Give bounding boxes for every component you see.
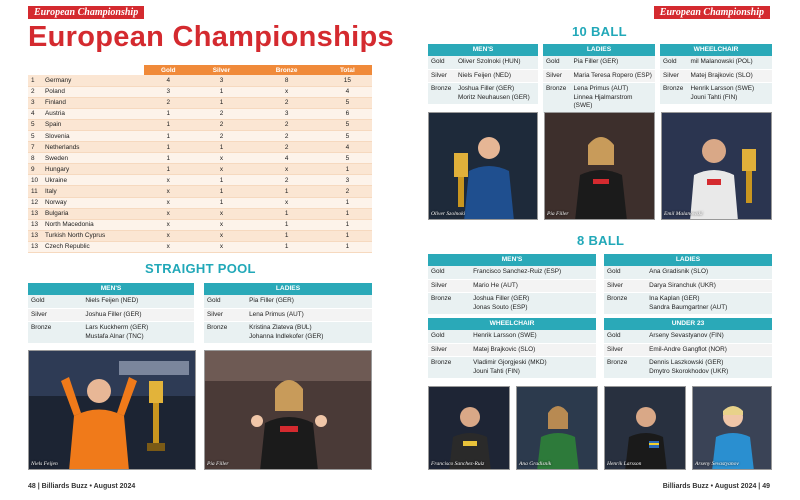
result-row	[428, 83, 538, 105]
total-cell: 5	[323, 130, 372, 141]
medal-label: Silver	[207, 310, 223, 318]
result-row	[660, 56, 772, 70]
bronze-cell: 1	[251, 230, 323, 241]
bronze-cell: 1	[251, 219, 323, 230]
rank-cell: 1	[28, 75, 42, 86]
silver-cell: 2	[193, 119, 251, 130]
player-name: Henrik Larsson (SWE)	[690, 85, 755, 92]
total-cell: 6	[323, 108, 372, 119]
result-row	[28, 322, 194, 344]
total-cell: 4	[323, 86, 372, 97]
result-row	[543, 56, 655, 70]
player-name: Ana Gradisnik (SLO)	[649, 268, 709, 275]
photo-oliver-szolnoki	[428, 112, 538, 220]
player-name: Pia Filler (GER)	[573, 58, 619, 65]
result-row	[604, 344, 772, 358]
medal-label: Silver	[663, 71, 679, 79]
player-names	[473, 295, 593, 312]
player-name: Darya Siranchuk (UKR)	[649, 281, 716, 289]
gold-cell: x	[144, 241, 193, 252]
player-names	[574, 72, 652, 81]
medal-label: Silver	[431, 281, 447, 289]
result-row	[204, 309, 372, 323]
player-photo	[545, 113, 655, 220]
total-cell: 3	[323, 175, 372, 186]
player-name: Lars Kuckherm (GER)	[85, 324, 149, 331]
player-names	[85, 324, 191, 341]
result-row	[428, 70, 538, 84]
result-row	[204, 295, 372, 309]
country-cell: Hungary	[42, 164, 144, 175]
result-row	[604, 357, 772, 379]
photo-caption: Pia Filler	[207, 461, 229, 467]
medal-label: Bronze	[607, 295, 628, 302]
photo-henrik-larsson	[604, 386, 686, 470]
gold-cell: 4	[144, 75, 193, 86]
bronze-cell: x	[251, 197, 323, 208]
silver-cell: 1	[193, 186, 251, 197]
table-header: MEN'S	[428, 254, 596, 266]
result-row	[428, 266, 596, 280]
table-row	[28, 197, 372, 208]
silver-cell: 1	[193, 142, 251, 153]
result-row	[428, 357, 596, 379]
page-footer: Billiards Buzz • August 2024 | 49	[662, 483, 770, 490]
result-row	[428, 293, 596, 315]
medal-label: Bronze	[431, 359, 452, 366]
player-photo	[429, 113, 538, 220]
medal-label: Silver	[31, 310, 47, 318]
rank-cell: 13	[28, 230, 42, 241]
photo-pia-filler-10ball	[544, 112, 655, 220]
player-names	[691, 72, 769, 81]
bronze-cell: 2	[251, 142, 323, 153]
player-names	[574, 85, 652, 111]
country-cell: North Macedonia	[42, 219, 144, 230]
column-gold: Gold	[144, 65, 193, 75]
bronze-cell: 2	[251, 119, 323, 130]
result-row	[543, 83, 655, 114]
photo-caption: Arseny Sevastyanov	[695, 461, 739, 467]
result-row	[28, 309, 194, 323]
silver-cell: 1	[193, 97, 251, 108]
medal-label: Bronze	[431, 85, 452, 92]
medal-label: Bronze	[431, 295, 452, 302]
gold-cell: x	[144, 230, 193, 241]
player-photo	[605, 387, 686, 470]
silver-cell: 2	[193, 108, 251, 119]
player-names	[85, 311, 191, 320]
result-row	[604, 293, 772, 315]
medal-table	[28, 65, 372, 253]
player-names	[691, 85, 769, 102]
eight-ball-ladies	[604, 254, 772, 315]
medal-label: Gold	[607, 268, 621, 275]
rank-cell: 11	[28, 186, 42, 197]
ten-ball-wheelchair	[660, 44, 772, 105]
straight-pool-title: STRAIGHT POOL	[145, 261, 256, 276]
result-row	[428, 56, 538, 70]
player-name: Emil-Andre Gangflot (NOR)	[649, 345, 727, 353]
result-row	[660, 83, 772, 105]
player-name: Kristina Zlateva (BUL)	[249, 324, 312, 331]
table-row	[28, 208, 372, 219]
player-photo	[29, 351, 196, 470]
bronze-cell: 1	[251, 208, 323, 219]
player-photo	[429, 387, 510, 470]
player-names	[649, 332, 769, 341]
silver-cell: x	[193, 241, 251, 252]
bronze-cell: 2	[251, 97, 323, 108]
total-cell: 1	[323, 230, 372, 241]
ten-ball-mens	[428, 44, 538, 105]
total-cell: 1	[323, 241, 372, 252]
result-row	[428, 280, 596, 294]
medal-label: Gold	[431, 58, 445, 65]
player-name: Dennis Laszkowski (GER)	[649, 359, 724, 366]
player-name: Maria Teresa Ropero (ESP)	[573, 71, 652, 79]
gold-cell: 1	[144, 130, 193, 141]
table-row	[28, 119, 372, 130]
table-row	[28, 164, 372, 175]
eight-ball-title: 8 BALL	[577, 233, 625, 248]
country-cell: Sweden	[42, 153, 144, 164]
player-name: Sandra Baumgartner (AUT)	[649, 303, 728, 311]
ten-ball-ladies	[543, 44, 655, 114]
photo-emil-malanowski	[661, 112, 772, 220]
player-names	[649, 359, 769, 376]
silver-cell: x	[193, 164, 251, 175]
player-names	[458, 72, 535, 81]
player-name: Mustafa Alnar (TNC)	[85, 332, 144, 340]
section-tag: European Championship	[28, 6, 144, 19]
country-cell: Czech Republic	[42, 241, 144, 252]
table-row	[28, 142, 372, 153]
medal-label: Gold	[607, 332, 621, 339]
total-cell: 1	[323, 197, 372, 208]
country-cell: Bulgaria	[42, 208, 144, 219]
player-names	[458, 58, 535, 67]
total-cell: 5	[323, 153, 372, 164]
silver-cell: x	[193, 219, 251, 230]
rank-cell: 13	[28, 219, 42, 230]
table-row	[28, 219, 372, 230]
player-name: Pia Filler (GER)	[249, 297, 294, 304]
player-names	[249, 324, 369, 341]
player-names	[473, 359, 593, 376]
bronze-cell: x	[251, 86, 323, 97]
column-silver: Silver	[193, 65, 251, 75]
silver-cell: 1	[193, 175, 251, 186]
bronze-cell: 8	[251, 75, 323, 86]
result-row	[604, 330, 772, 344]
table-header: LADIES	[543, 44, 655, 56]
result-row	[660, 70, 772, 84]
result-row	[604, 266, 772, 280]
page-title: European Championships	[28, 21, 394, 53]
eight-ball-wheelchair	[428, 318, 596, 379]
player-names	[85, 297, 191, 306]
player-names	[473, 346, 593, 355]
column-bronze: Bronze	[251, 65, 323, 75]
table-header: LADIES	[204, 283, 372, 295]
straight-pool-ladies	[204, 283, 372, 344]
medal-label: Silver	[607, 345, 623, 353]
table-header: MEN'S	[428, 44, 538, 56]
table-row	[28, 108, 372, 119]
player-name: Joshua Filler (GER)	[458, 85, 515, 92]
gold-cell: 1	[144, 108, 193, 119]
eight-ball-under23	[604, 318, 772, 379]
player-names	[574, 58, 652, 67]
medal-label: Bronze	[663, 85, 684, 92]
player-names	[473, 332, 593, 341]
total-cell: 2	[323, 186, 372, 197]
player-name: Francisco Sanchez-Ruiz (ESP)	[473, 268, 562, 275]
silver-cell: 2	[193, 130, 251, 141]
bronze-cell: 4	[251, 153, 323, 164]
player-name: Johanna Indlekofer (GER)	[249, 332, 324, 340]
table-row	[28, 241, 372, 252]
rank-cell: 12	[28, 197, 42, 208]
gold-cell: 3	[144, 86, 193, 97]
result-row	[543, 70, 655, 84]
straight-pool-mens	[28, 283, 194, 344]
medal-label: Bronze	[207, 324, 228, 331]
player-name: Henrik Larsson (SWE)	[473, 332, 537, 339]
player-names	[649, 282, 769, 291]
player-name: Lena Primus (AUT)	[573, 85, 629, 92]
silver-cell: x	[193, 153, 251, 164]
rank-cell: 7	[28, 142, 42, 153]
player-name: Matej Brajkovic (SLO)	[473, 345, 536, 353]
bronze-cell: 3	[251, 108, 323, 119]
player-name: Ina Kaplan (GER)	[649, 295, 700, 302]
player-names	[249, 297, 369, 306]
medal-label: Bronze	[607, 359, 628, 366]
ten-ball-title: 10 BALL	[572, 24, 627, 39]
player-name: Jouni Tahti (FIN)	[473, 367, 520, 375]
player-name: Niels Feijen (NED)	[458, 71, 511, 79]
player-name: Joshua Filler (GER)	[85, 310, 142, 318]
country-cell: Finland	[42, 97, 144, 108]
player-name: Linnea Hjalmarstrom (SWE)	[573, 93, 633, 109]
bronze-cell: 1	[251, 241, 323, 252]
gold-cell: x	[144, 175, 193, 186]
player-name: Niels Feijen (NED)	[85, 297, 139, 304]
country-cell: Ukraine	[42, 175, 144, 186]
photo-caption: Henrik Larsson	[607, 461, 642, 467]
gold-cell: 1	[144, 142, 193, 153]
result-row	[604, 280, 772, 294]
rank-cell: 5	[28, 130, 42, 141]
country-cell: Turkish North Cyprus	[42, 230, 144, 241]
photo-ana-gradisnik	[516, 386, 598, 470]
rank-cell: 4	[28, 108, 42, 119]
medal-table-body	[28, 75, 372, 253]
column-total: Total	[323, 65, 372, 75]
table-row	[28, 75, 372, 86]
photo-niels-feijen	[28, 350, 196, 470]
silver-cell: 1	[193, 197, 251, 208]
medal-label: Gold	[31, 297, 45, 304]
result-row	[428, 330, 596, 344]
medal-label: Gold	[546, 58, 560, 65]
medal-label: Bronze	[31, 324, 52, 331]
total-cell: 5	[323, 97, 372, 108]
right-page	[400, 0, 800, 500]
photo-francisco-sanchez-ruiz	[428, 386, 510, 470]
player-name: Moritz Neuhausen (GER)	[458, 93, 530, 101]
player-names	[691, 58, 769, 67]
table-row	[28, 186, 372, 197]
table-row	[28, 175, 372, 186]
bronze-cell: 2	[251, 130, 323, 141]
table-header: UNDER 23	[604, 318, 772, 330]
result-row	[428, 344, 596, 358]
gold-cell: 1	[144, 119, 193, 130]
country-cell: Italy	[42, 186, 144, 197]
total-cell: 5	[323, 119, 372, 130]
player-name: Lena Primus (AUT)	[249, 310, 304, 318]
table-header: WHEELCHAIR	[660, 44, 772, 56]
table-row	[28, 153, 372, 164]
player-name: Jonas Souto (ESP)	[473, 303, 528, 311]
rank-cell: 2	[28, 86, 42, 97]
gold-cell: 2	[144, 97, 193, 108]
player-name: Jouni Tahti (FIN)	[690, 93, 738, 101]
player-names	[649, 295, 769, 312]
country-cell: Slovenia	[42, 130, 144, 141]
player-names	[649, 268, 769, 277]
total-cell: 4	[323, 142, 372, 153]
medal-label: Silver	[546, 71, 562, 79]
result-row	[204, 322, 372, 344]
photo-caption: Niels Feijen	[31, 461, 58, 467]
medal-label: Silver	[431, 345, 447, 353]
player-names	[473, 282, 593, 291]
rank-cell: 13	[28, 241, 42, 252]
player-name: mil Malanowski (POL)	[690, 58, 753, 65]
country-cell: Norway	[42, 197, 144, 208]
result-row	[28, 295, 194, 309]
player-photo	[693, 387, 772, 470]
silver-cell: x	[193, 230, 251, 241]
table-header: WHEELCHAIR	[428, 318, 596, 330]
photo-caption: Ana Gradisnik	[519, 461, 552, 467]
player-names	[249, 311, 369, 320]
player-name: Joshua Filler (GER)	[473, 295, 530, 302]
gold-cell: x	[144, 208, 193, 219]
table-header: MEN'S	[28, 283, 194, 295]
table-row	[28, 130, 372, 141]
photo-pia-filler	[204, 350, 372, 470]
photo-caption: Pia Filler	[547, 211, 569, 217]
photo-caption: Francisco Sanchez-Ruiz	[431, 461, 485, 467]
page-footer: 48 | Billiards Buzz • August 2024	[28, 483, 136, 490]
photo-arseny-sevastyanov	[692, 386, 772, 470]
gold-cell: x	[144, 186, 193, 197]
bronze-cell: 1	[251, 186, 323, 197]
gold-cell: 1	[144, 164, 193, 175]
bronze-cell: x	[251, 164, 323, 175]
player-name: Mario He (AUT)	[473, 281, 518, 289]
total-cell: 1	[323, 164, 372, 175]
table-header: LADIES	[604, 254, 772, 266]
medal-label: Gold	[663, 58, 677, 65]
silver-cell: 1	[193, 86, 251, 97]
medal-label: Silver	[431, 71, 447, 79]
rank-cell: 5	[28, 119, 42, 130]
player-name: Dmytro Skorokhodov (UKR)	[649, 367, 729, 375]
player-photo	[205, 351, 372, 470]
eight-ball-mens	[428, 254, 596, 315]
table-row	[28, 230, 372, 241]
medal-label: Silver	[607, 281, 623, 289]
gold-cell: x	[144, 219, 193, 230]
photo-caption: Emil Malanowski	[664, 211, 703, 217]
rank-cell: 13	[28, 208, 42, 219]
medal-label: Gold	[207, 297, 221, 304]
country-cell: Poland	[42, 86, 144, 97]
country-cell: Germany	[42, 75, 144, 86]
player-photo	[662, 113, 772, 220]
gold-cell: 1	[144, 153, 193, 164]
player-names	[473, 268, 593, 277]
rank-cell: 8	[28, 153, 42, 164]
player-name: Vladimir Gjorgjeski (MKD)	[473, 359, 547, 366]
total-cell: 1	[323, 208, 372, 219]
medal-label: Gold	[431, 332, 445, 339]
bronze-cell: 2	[251, 175, 323, 186]
silver-cell: 3	[193, 75, 251, 86]
medal-label: Bronze	[546, 85, 567, 92]
player-name: Matej Brajkovic (SLO)	[690, 71, 753, 79]
player-names	[649, 346, 769, 355]
country-cell: Netherlands	[42, 142, 144, 153]
photo-caption: Oliver Szolnoki	[431, 211, 466, 217]
player-name: Oliver Szolnoki (HUN)	[458, 58, 521, 65]
player-name: Arseny Sevastyanov (FIN)	[649, 332, 724, 339]
player-photo	[517, 387, 598, 470]
section-tag: European Championship	[654, 6, 770, 19]
rank-cell: 3	[28, 97, 42, 108]
table-row	[28, 86, 372, 97]
medal-label: Gold	[431, 268, 445, 275]
total-cell: 1	[323, 219, 372, 230]
country-cell: Spain	[42, 119, 144, 130]
silver-cell: x	[193, 208, 251, 219]
total-cell: 15	[323, 75, 372, 86]
rank-cell: 10	[28, 175, 42, 186]
rank-cell: 9	[28, 164, 42, 175]
table-row	[28, 97, 372, 108]
player-names	[458, 85, 535, 102]
country-cell: Austria	[42, 108, 144, 119]
gold-cell: x	[144, 197, 193, 208]
